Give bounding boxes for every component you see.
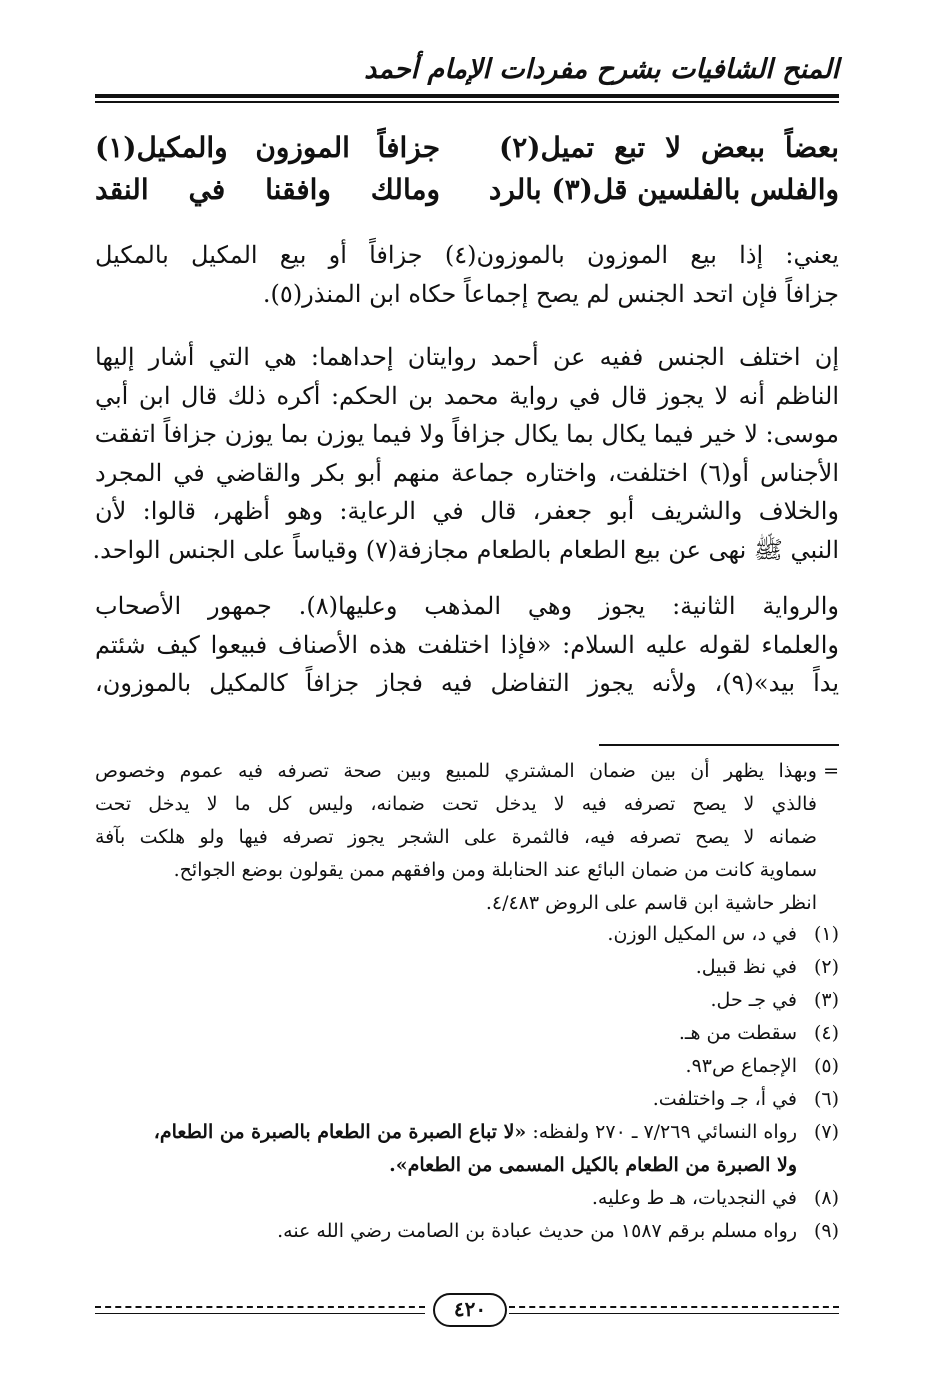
footnote-text: في النجديات، هـ ط وعليه. <box>591 1187 797 1209</box>
commentary-paragraph <box>95 236 839 313</box>
text-line: يعني: إذا بيع الموزون بالموزون(٤) جزافاً أو بيع المكيل بالمكيل <box>95 241 839 269</box>
text-line: جزافاً فإن اتحد الجنس لم يصح إجماعاً حكاه ابن المنذر(٥). <box>262 279 839 308</box>
footnote-text: سقطت من هـ. <box>678 1022 797 1044</box>
footnote-number: (٨) <box>813 1187 839 1209</box>
footnote-text: في أ، جـ واختلفت. <box>652 1088 797 1110</box>
footnote-item <box>95 918 839 951</box>
footer-rule-right <box>509 1313 839 1314</box>
header-rule-thin <box>95 101 839 103</box>
footnote-text: في نظ قبيل. <box>695 956 797 978</box>
text-line: موسى: لا خير فيما يكال بما يكال جزافاً ولا فيما يوزن بما يوزن جزافاً اتفقت <box>94 420 839 448</box>
footnote-line: وبهذا يظهر أن بين ضمان المشتري للمبيع وبين صحة تصرفه فيه عموم وخصوص <box>95 760 817 782</box>
footnote-text: رواه مسلم برقم ١٥٨٧ من حديث عبادة بن الصامت رضي الله عنه. <box>277 1220 797 1242</box>
text-line: والخلاف والشريف أبو جعفر، قال في الرعاية: وهو أظهر، قالوا: لأن <box>95 497 839 525</box>
footnote-text: الإجماع ص٩٣. <box>685 1055 797 1077</box>
footnote-number: (٢) <box>813 956 839 978</box>
footnote-item <box>95 1116 839 1149</box>
text-line: النبي ﷺ نهى عن بيع الطعام بالطعام مجازفة(٧) وقياساً على الجنس الواحد. <box>92 535 839 564</box>
header-rule-thick <box>95 94 839 98</box>
footnote-text: في د، س المكيل الوزن. <box>607 923 797 945</box>
footnote-item <box>95 1083 839 1116</box>
footer-ornament-right <box>509 1306 839 1308</box>
verse-first-hemistich: بعضاً ببعض لا تبع تميل(٢) <box>499 131 839 164</box>
running-header-title: المنح الشافيات بشرح مفردات الإمام أحمد <box>364 54 839 85</box>
footnote-item-continued <box>95 1149 839 1182</box>
footer-rule-left <box>95 1313 425 1314</box>
verse-first-hemistich: والفلس بالفلسين قل(٣) بالرد <box>488 173 839 206</box>
footnote-item <box>95 984 839 1017</box>
text-line: والرواية الثانية: يجوز وهي المذهب وعليها(٨). جمهور الأصحاب <box>95 592 839 620</box>
continuation-marker: = <box>823 760 839 782</box>
footnote-item <box>95 1017 839 1050</box>
footnote-number: (٦) <box>813 1088 839 1110</box>
footnote-text-plain: رواه النسائي ٧/٢٦٩ ـ ٢٧٠ ولفظه: <box>526 1121 797 1143</box>
commentary-paragraph <box>95 587 839 703</box>
footnote-number: (٤) <box>813 1022 839 1044</box>
verse-second-hemistich: ومالك وافقنا في النقد <box>95 173 440 206</box>
text-line: والعلماء لقوله عليه السلام: «فإذا اختلفت هذه الأصناف فبيعوا كيف شئتم <box>95 630 839 659</box>
footnote-item <box>95 1050 839 1083</box>
footnote-number: (١) <box>813 923 839 945</box>
commentary-paragraph <box>92 338 840 569</box>
footnote-line: ضمانه لا يصح تصرفه فيه، فالثمرة على الشجر يجوز تصرفه فيها ولو هلكت بآفة <box>95 826 817 848</box>
text-line: الناظم أنه لا يجوز قال في رواية محمد بن الحكم: أكره ذلك قال ابن أبي <box>95 381 839 410</box>
verse-line <box>95 168 839 212</box>
footnote-separator <box>599 744 839 746</box>
footnotes-list <box>95 918 839 1248</box>
footnote-item <box>95 1215 839 1248</box>
verse-second-hemistich: جزافاً الموزون والمكيل(١) <box>95 131 440 164</box>
footnote-line: فالذي لا يصح تصرفه فيه لا يدخل تحت ضمانه، وليس كل ما لا يدخل تحت <box>95 793 817 815</box>
footnote-number: (٥) <box>813 1055 839 1077</box>
footnote-item <box>95 1182 839 1215</box>
text-line: يداً بيد»(٩)، ولأنه يجوز التفاضل فيه فجاز جزافاً كالمكيل بالموزون، <box>95 669 840 697</box>
footnote-line: انظر حاشية ابن قاسم على الروض ٤/٤٨٣. <box>485 892 817 914</box>
footnote-number: (٩) <box>813 1220 839 1242</box>
text-line: الأجناس أو(٦) اختلفت، واختاره جماعة منهم أبو بكر والقاضي في المجرد <box>95 458 840 487</box>
page-number: ٤٢٠ <box>433 1293 507 1327</box>
verse-line <box>95 126 839 170</box>
footer-ornament-left <box>95 1306 425 1308</box>
hadith-quote: «لا تباع الصبرة من الطعام بالصبرة من الطعام، <box>153 1121 527 1143</box>
hadith-quote: ولا الصبرة من الطعام بالكيل المسمى من الطعام». <box>389 1154 797 1176</box>
footnote-continuation <box>95 755 839 920</box>
footnote-number: (٧) <box>813 1121 839 1143</box>
footnote-text: في جـ حل. <box>710 989 797 1011</box>
page-footer <box>95 1293 839 1323</box>
footnote-item <box>95 951 839 984</box>
text-line: إن اختلف الجنس ففيه عن أحمد روايتان إحداهما: هي التي أشار إليها <box>95 343 839 371</box>
footnote-line: سماوية كانت من ضمان البائع عند الحنابلة ومن وافقهم ممن يقولون بوضع الجوائح. <box>173 859 817 881</box>
footnote-number: (٣) <box>813 989 839 1011</box>
